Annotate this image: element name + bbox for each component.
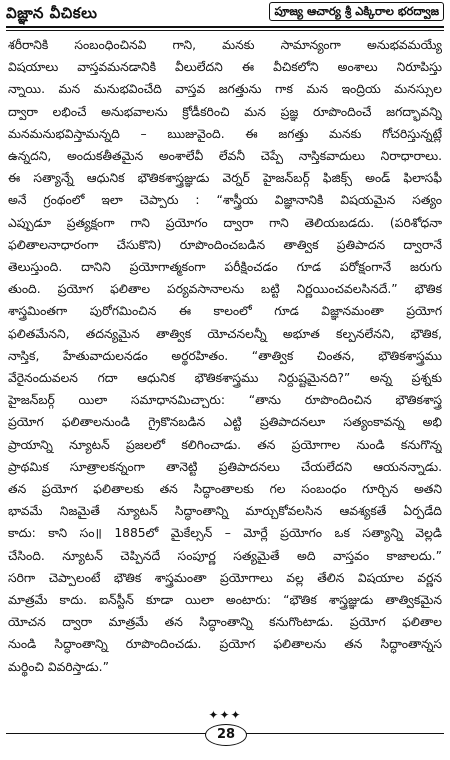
text-line: ద్వారా లభించే అనుభవాలను క్రోడీకరించి మన ప్రజ్ఞ రూపొందించే జగద్భావన్ని [8, 104, 442, 119]
header-rule [6, 26, 444, 28]
running-header [6, 2, 444, 26]
text-line: భావమే నిజమైతే న్యూటన్ సిద్ధాంతాన్ని మార్చుకోవలసిన ఆవశ్యకతే ఏర్పడేది [8, 504, 442, 519]
text-line: ఉన్నదని, అందుకతీతమైన అంశాలేవీ లేవనీ చెప్పే నాస్తికవాదులు నిరాధారాలు. [8, 149, 442, 164]
text-line: విషయాలు వాస్తవమనడానికి వీలులేదని ఈ వీచికలోని అంశాలు నిరూపిస్తు [8, 60, 442, 75]
header-rule-thin [6, 30, 444, 31]
text-line: తెలుస్తుంది. దానిని ప్రయోగాత్మకంగా పరీక్షించడం గూడ పరోక్షంగానే జరుగు [8, 260, 442, 275]
text-line: ప్రయోగ ఫలితాలనుండి గ్రైకొనబడిన ఎట్టి ప్రతిపాదనలూ సత్యంకావన్న అభి [8, 415, 442, 430]
text-line: ఫలితమేనని, తదన్యమైన తాత్విక యోచనలన్నీ అభూత కల్పనలేనని, భౌతిక, [8, 326, 442, 341]
text-line: ఎప్పుడూ ప్రత్యక్షంగా గాని ప్రయోగం ద్వారా గాని తెలియబడదు. (పరిశోధనా [8, 215, 442, 230]
text-line: మనమనుభవిస్తామన్నది – ఋజువైంది. ఈ జగత్తు మనకు గోచరిస్తున్నట్లే [8, 126, 442, 141]
text-line: మాత్రమే కాదు. ఐన్‌స్టీన్ కూడా యిలా అంటారు: “భౌతిక శాస్త్రజ్ఞుడు తాత్వికమైన [8, 593, 442, 608]
author-name: పూజ్య ఆచార్య శ్రీ ఎక్కిరాల భరద్వాజ [269, 2, 444, 21]
page-number: 28 [205, 724, 247, 746]
text-line: హైజన్‌బర్గ్ యిలా సమాధానమిచ్చారు: “తాను రూపొందించిన భౌతికశాస్త్ర [8, 393, 442, 408]
text-line: తన ప్రయోగ ఫలితాలకు తన సిద్ధాంతాలకు గల సంబంధం గూర్చిన అతని [8, 482, 442, 497]
text-line: శాస్త్రమింతగా పురోగమించిన ఈ కాలంలో గూడ విజ్ఞానమంతా ప్రయోగ [8, 304, 442, 319]
text-line: సరిగా చెప్పాలంటే భౌతిక శాస్త్రమంతా ప్రయోగాలు వల్ల తేలిన విషయాల వర్ణన [8, 570, 442, 585]
text-line: ప్రాథమిక సూత్రాలకన్నంగా తానెట్టి ప్రతిపాదనలు చేయలేదని ఆయనన్నాడు. [8, 459, 442, 474]
text-line: చేసింది. న్యూటన్ చెప్పినదే సంపూర్ణ సత్యమైతే అది వాస్తవం కాజాలదు.” [8, 548, 442, 563]
text-line: నాస్తిక, హేతువాదులనడం అర్థరహితం. “తాత్విక చింతన, భౌతికశాస్త్రము [8, 348, 442, 363]
text-line: ఈ సత్యాన్నే ఆధునిక భౌతికశాస్త్రజ్ఞుడు వెర్నర్ హైజన్‌బర్గ్ ఫిజిక్స్ అండ్ ఫిలాసఫీ [8, 171, 442, 186]
text-line: అనే గ్రంథంలో ఇలా చెప్పారు : “శాస్త్రీయ విజ్ఞానానికి విషయమైన సత్యం [8, 193, 442, 208]
book-title: విజ్ఞాన వీచికలు [6, 4, 98, 22]
text-line: కాదు: కాని సం॥ 1885లో మైకేల్సన్ – మోర్లే ప్రయోగం ఒక సత్యాన్ని వెల్లడి [8, 526, 442, 541]
section-ornament: ✦✦✦ [208, 708, 242, 722]
text-line: నుండి సిద్ధాంతాన్ని రూపొందించడు. ప్రయోగ ఫలితాలను తన సిద్ధాంతాన్నస [8, 637, 442, 652]
text-line: శరీరానికి సంబంధించినవి గాని, మనకు సామాన్యంగా అనుభవమయ్యే [8, 38, 442, 52]
text-line: మర్థించి వివరిస్తాడు.” [8, 659, 109, 674]
text-line: వేరైనందువలన గదా ఆధునిక భౌతికశాస్త్రము నిర్దుష్టమైనది?” అన్న ప్రశ్నకు [8, 371, 442, 386]
text-line: యోచన ద్వారా మాత్రమే తన సిద్ధాంతాన్ని కనుగొంటాడు. ప్రయోగ ఫలితాల [8, 615, 442, 630]
page-body [8, 34, 442, 678]
text-line: ఫలితాలనాధారంగా చేసుకొని) రూపొందించబడిన తాత్విక ప్రతిపాదన ద్వారానే [8, 237, 442, 252]
text-line: తుంది. ప్రయోగ ఫలితాల పర్యవసానాలను బట్టి నిర్ణయించవలసినదే.” భౌతిక [8, 282, 442, 297]
text-line: న్నాయి. మన మనుభవించేది వాస్తవ జగత్తును గాక మన ఇంద్రియ మనస్సుల [8, 82, 442, 97]
text-line: ప్రాయాన్ని న్యూటన్ ప్రజలలో కలిగించాడు. తన ప్రయోగాల నుండి కనుగొన్న [8, 437, 442, 452]
